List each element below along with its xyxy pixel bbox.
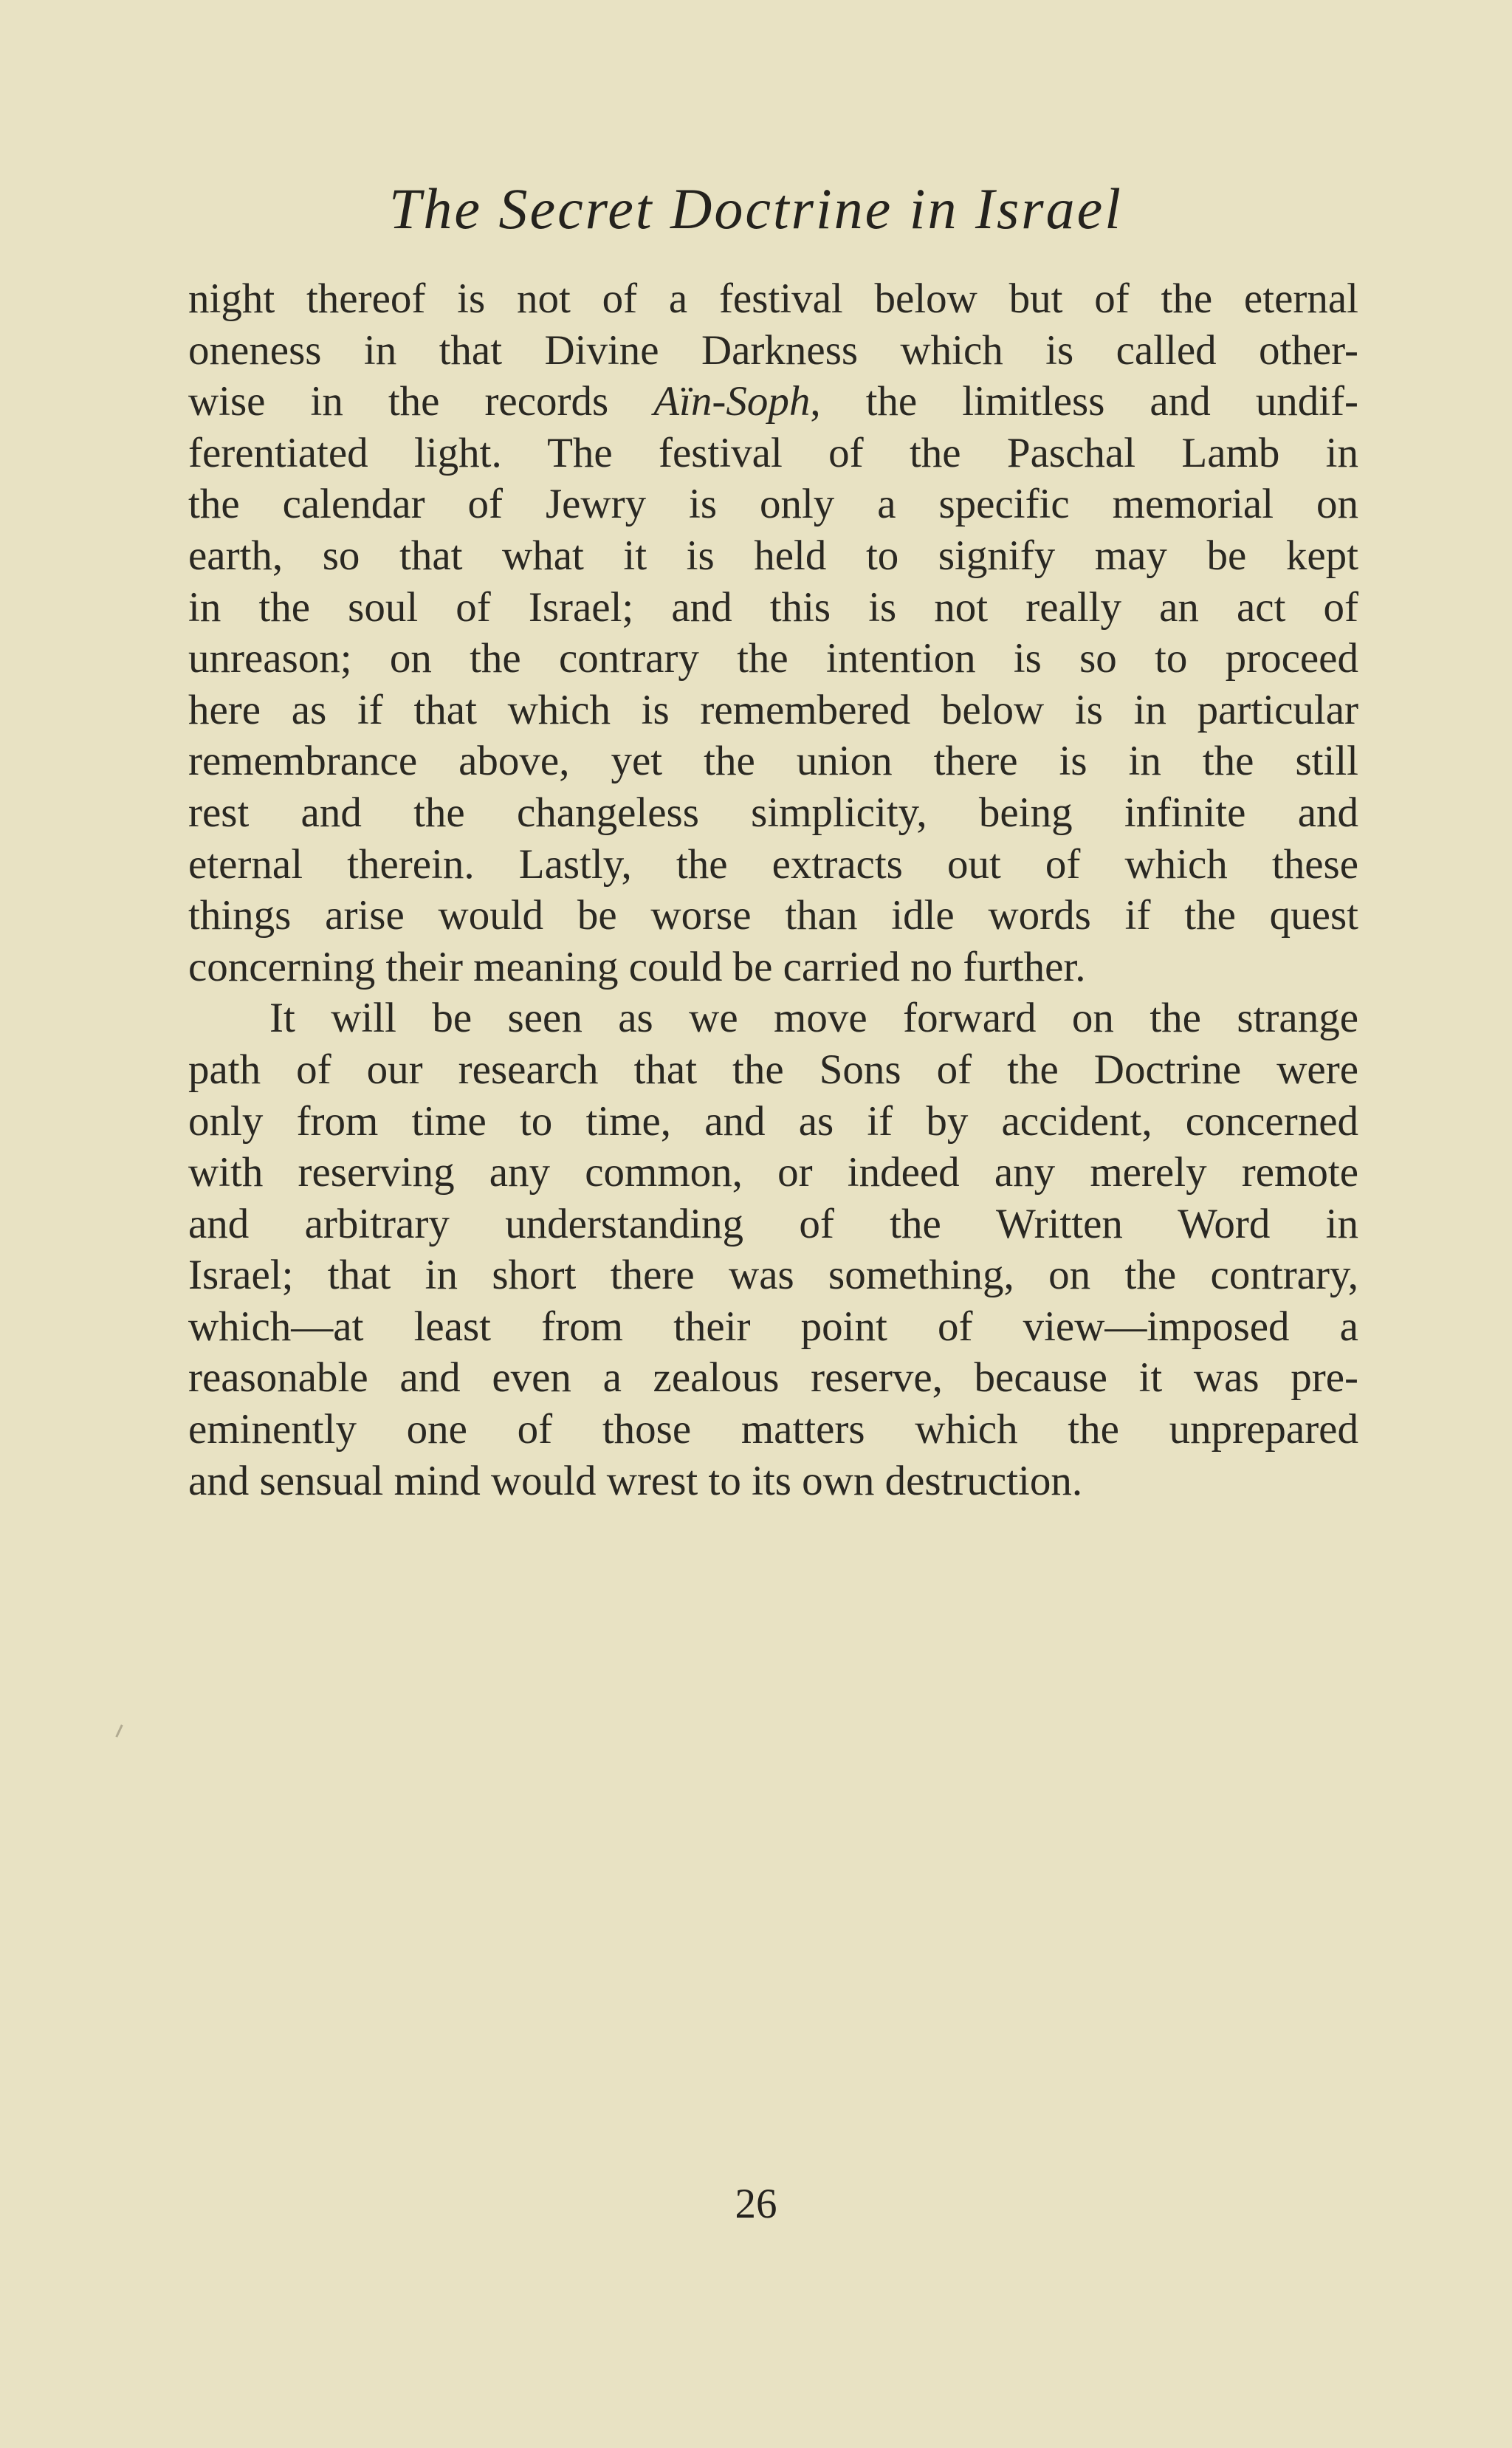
line-text: remembrance above, yet the union there is in the still <box>188 738 1358 785</box>
text-line <box>188 890 1358 942</box>
line-text: earth, so that what it is held to signify may be kept <box>188 532 1358 579</box>
running-head: The Secret Doctrine in Israel <box>389 176 1123 241</box>
text-line <box>188 582 1358 634</box>
text-line: which—at least from their point of view—imposed a <box>188 1303 1358 1350</box>
text-line <box>188 428 1358 479</box>
line-text: things arise would be worse than idle words if the quest <box>188 892 1358 939</box>
text-line <box>188 839 1358 891</box>
paper-speck <box>115 1724 123 1738</box>
line-text: rest and the changeless simplicity, being infinite and <box>188 789 1358 836</box>
line-text: wise in the records <box>188 378 654 425</box>
text-line: Israel; that in short there was something, on the contrary, <box>188 1252 1358 1299</box>
text-line: path of our research that the Sons of the Doctrine were <box>188 1046 1358 1093</box>
text-line: It will be seen as we move forward on the strange <box>269 995 1358 1042</box>
text-line <box>188 530 1358 582</box>
text-line: and sensual mind would wrest to its own destruction. <box>188 1457 1083 1504</box>
text-line: with reserving any common, or indeed any merely remote <box>188 1149 1358 1196</box>
text-line <box>188 273 1358 325</box>
line-text: unreason; on the contrary the intention is so to proceed <box>188 635 1358 682</box>
line-text: eternal therein. Lastly, the extracts out of which these <box>188 840 1358 888</box>
line-text: , the limitless and undif- <box>810 378 1359 425</box>
line-text: in the soul of Israel; and this is not really an act of <box>188 583 1358 631</box>
line-text: here as if that which is remembered below is in particular <box>188 686 1358 733</box>
line-text: ferentiated light. The festival of the Paschal Lamb in <box>188 429 1358 476</box>
text-line: only from time to time, and as if by accident, concerned <box>188 1097 1358 1145</box>
body-text <box>188 273 1358 1506</box>
text-line <box>188 633 1358 685</box>
text-line <box>188 787 1358 839</box>
paragraph-2 <box>188 992 1358 1506</box>
text-line <box>188 942 1358 993</box>
line-text: the calendar of Jewry is only a specific memorial on <box>188 481 1358 528</box>
text-line <box>188 479 1358 530</box>
page-number: 26 <box>735 2181 777 2227</box>
text-line: and arbitrary understanding of the Written Word in <box>188 1200 1358 1247</box>
line-text: oneness in that Divine Darkness which is called other- <box>188 326 1358 374</box>
text-line: eminently one of those matters which the unprepared <box>188 1406 1358 1453</box>
text-line <box>188 685 1358 736</box>
line-text: night thereof is not of a festival below but of the eternal <box>188 275 1358 322</box>
text-line <box>188 325 1358 377</box>
paragraph-1 <box>188 273 1358 992</box>
text-line: reasonable and even a zealous reserve, because it was pre- <box>188 1354 1358 1402</box>
text-line <box>188 736 1358 787</box>
text-line <box>188 376 1358 428</box>
italic-term: Aïn-Soph <box>653 378 811 425</box>
line-text: concerning their meaning could be carried no further. <box>188 943 1086 990</box>
